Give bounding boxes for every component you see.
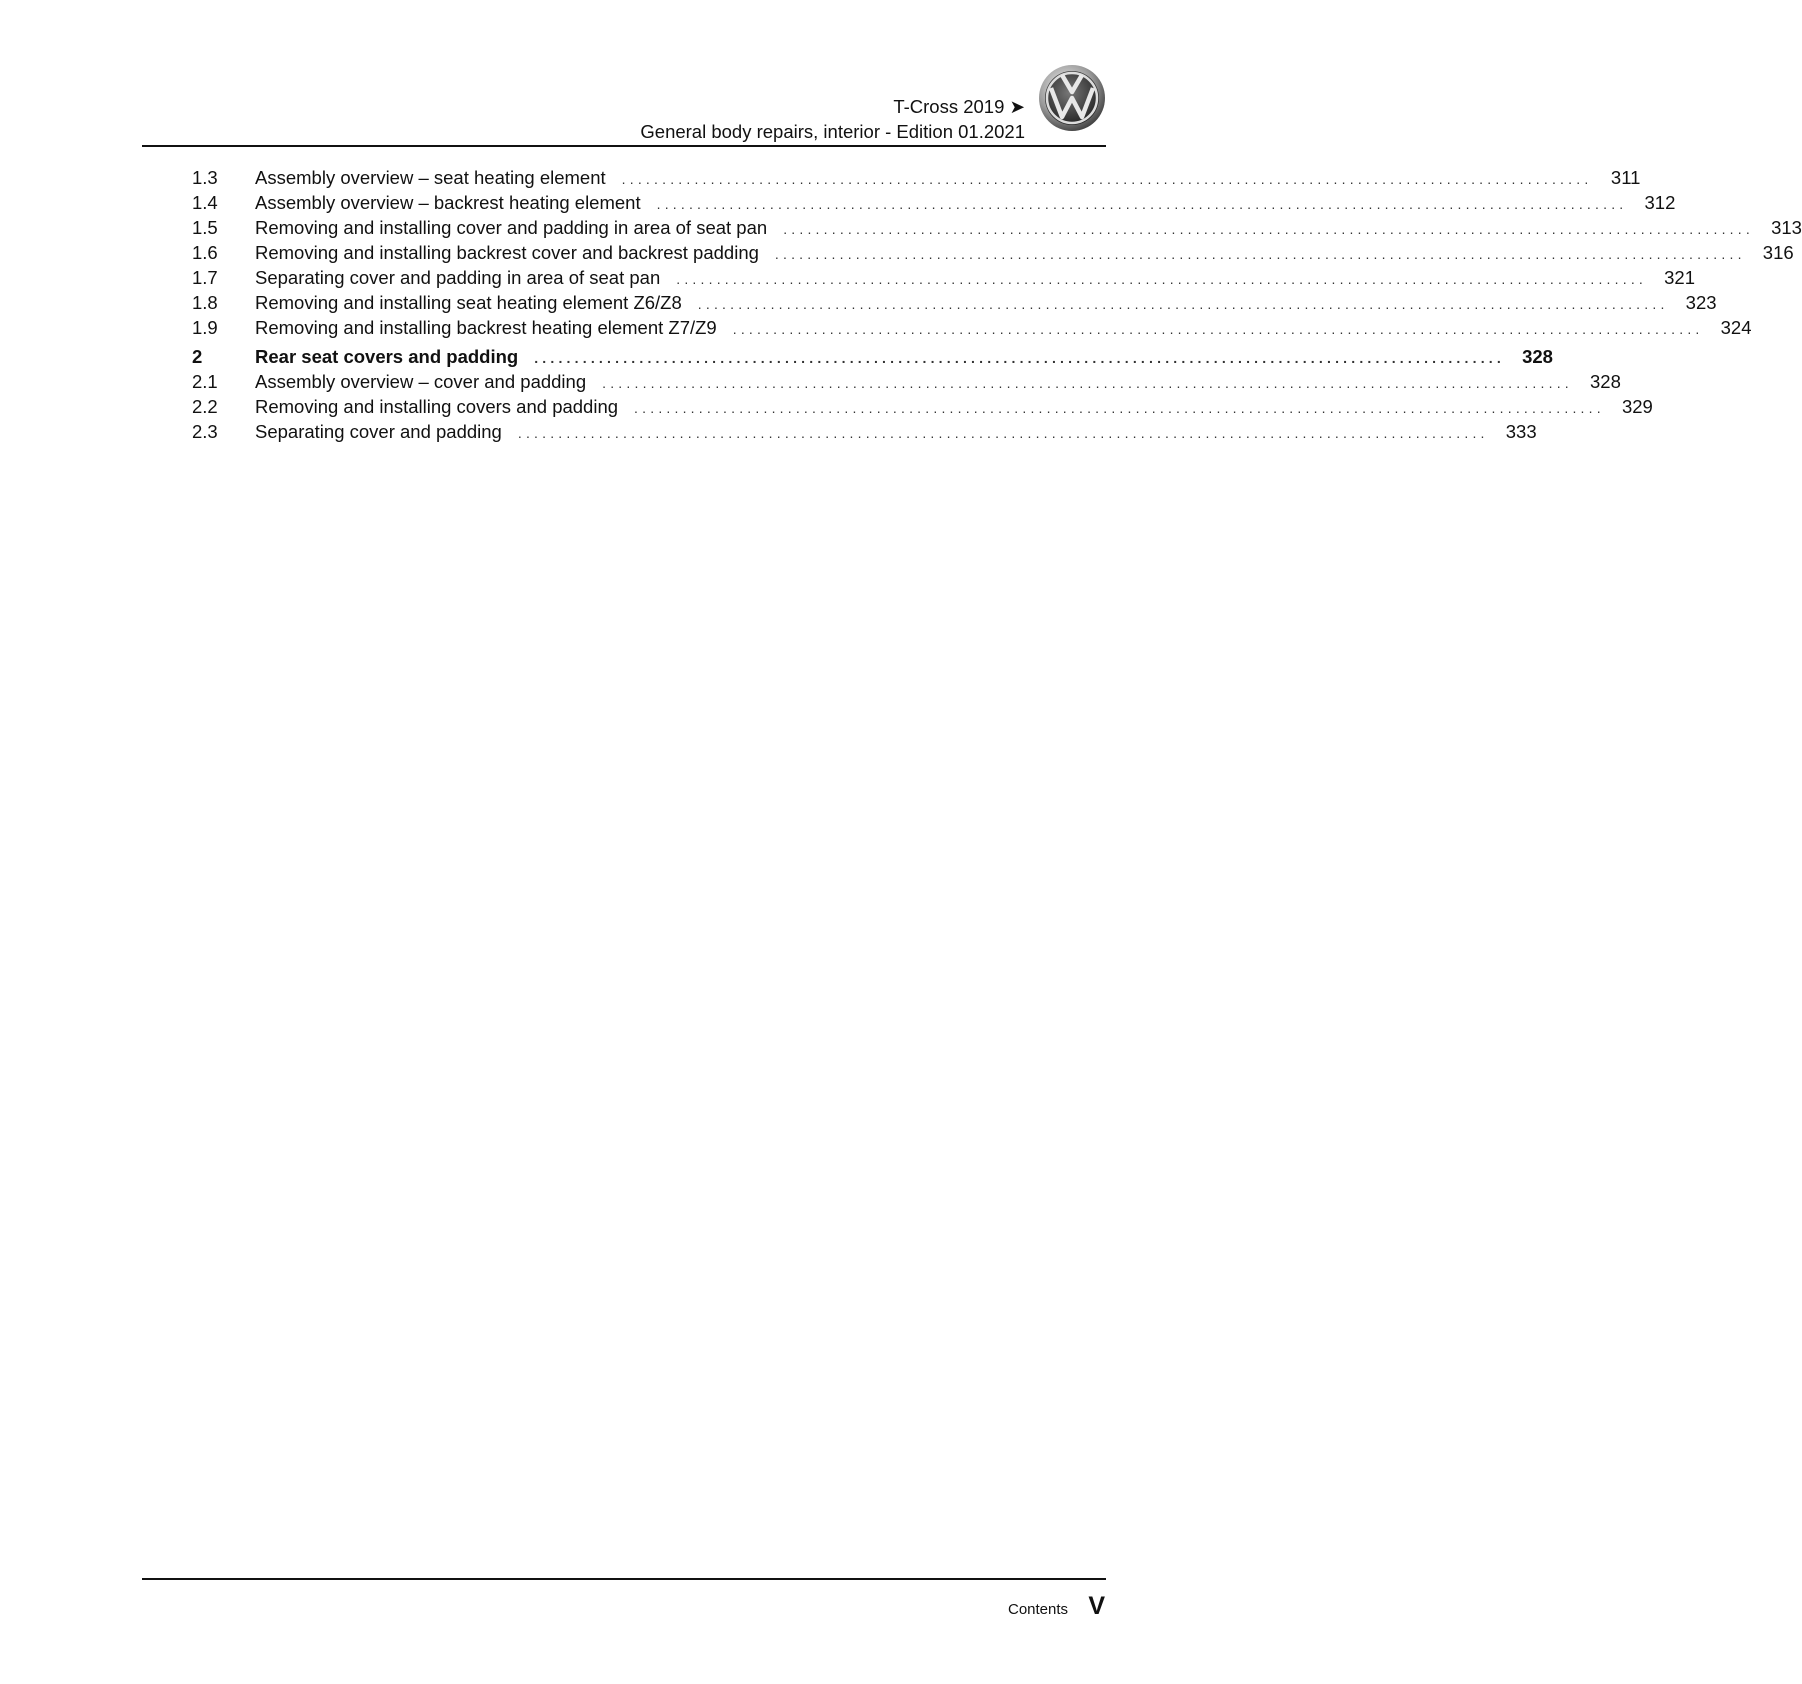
header-subtitle: General body repairs, interior - Edition 01.2021 (640, 121, 1025, 142)
toc-entry-number: 1.4 (192, 192, 218, 213)
toc-entry-page: 329 (1621, 396, 1653, 417)
toc-entry[interactable] (192, 369, 1621, 394)
vw-logo-icon (1038, 64, 1106, 132)
toc-entry-title: Removing and installing backrest heating element Z7/Z9 (255, 317, 717, 338)
toc-dot-leader: ........................................................................................................................ (517, 425, 1489, 441)
toc-entry[interactable] (192, 344, 1553, 369)
toc-entry[interactable] (192, 265, 1696, 290)
toc-dot-leader: ........................................................................................................................ (697, 296, 1669, 312)
toc-entry-page: 311 (1610, 167, 1641, 188)
toc-entry-page: 324 (1720, 317, 1752, 338)
toc-entry-number: 1.7 (192, 267, 218, 288)
toc-entry-number: 1.8 (192, 292, 218, 313)
toc-entry-title: Assembly overview – backrest heating element (255, 192, 641, 213)
toc-entry-number: 2.1 (192, 371, 218, 392)
toc-entry-number: 2.3 (192, 421, 218, 442)
toc-entry-page: 328 (1522, 346, 1553, 367)
toc-entry-title: Removing and installing seat heating element Z6/Z8 (255, 292, 682, 313)
toc-entry[interactable] (192, 315, 1752, 340)
toc-entry-page: 321 (1664, 267, 1696, 288)
toc-entry-title: Assembly overview – seat heating element (255, 167, 606, 188)
toc-entry-title: Removing and installing covers and padding (255, 396, 619, 417)
toc-entry-page: 313 (1771, 217, 1802, 238)
toc-entry-title: Rear seat covers and padding (255, 346, 519, 367)
toc-entry-number: 2.2 (192, 396, 218, 417)
toc-dot-leader: ........................................................................................................................ (602, 375, 1573, 391)
toc-entry-title: Removing and installing backrest cover and backrest padding (255, 242, 759, 263)
toc-entry-number: 1.3 (192, 167, 218, 188)
toc-entry-title: Separating cover and padding in area of seat pan (255, 267, 661, 288)
toc-entry[interactable] (192, 215, 1802, 240)
toc-dot-leader: ........................................................................................................................ (656, 196, 1628, 212)
toc-entry[interactable] (192, 290, 1717, 315)
footer-page-number: V (1088, 1592, 1105, 1620)
toc-entry[interactable] (192, 394, 1653, 419)
toc-dot-leader: ........................................................................................................................ (634, 400, 1605, 416)
toc-dot-leader: ........................................................................................................................ (534, 350, 1505, 366)
toc-entry-page: 328 (1590, 371, 1621, 392)
toc-entry-title: Separating cover and padding (255, 421, 502, 442)
table-of-contents (192, 165, 1802, 444)
toc-entry-number: 1.9 (192, 317, 218, 338)
footer-rule (142, 1578, 1106, 1580)
toc-entry[interactable] (192, 165, 1641, 190)
toc-dot-leader: ........................................................................................................................ (676, 271, 1648, 287)
toc-entry-page: 323 (1685, 292, 1717, 313)
toc-entry[interactable] (192, 419, 1537, 444)
toc-dot-leader: ........................................................................................................................ (783, 221, 1754, 237)
toc-entry-page: 333 (1505, 421, 1537, 442)
toc-entry-page: 316 (1762, 242, 1794, 263)
footer-label: Contents (1008, 1601, 1069, 1618)
toc-dot-leader: ........................................................................................................................ (621, 171, 1593, 187)
toc-entry-page: 312 (1644, 192, 1676, 213)
toc-entry-title: Assembly overview – cover and padding (255, 371, 587, 392)
toc-entry-number: 1.5 (192, 217, 218, 238)
toc-entry[interactable] (192, 190, 1676, 215)
toc-entry-number: 1.6 (192, 242, 218, 263)
toc-entry-title: Removing and installing cover and padding in area of seat pan (255, 217, 768, 238)
toc-entry[interactable] (192, 240, 1794, 265)
toc-dot-leader: ........................................................................................................................ (774, 246, 1746, 262)
toc-dot-leader: ........................................................................................................................ (732, 321, 1704, 337)
header-model: T-Cross 2019 ➤ (893, 96, 1025, 117)
header-rule (142, 145, 1106, 147)
toc-entry-number: 2 (192, 346, 203, 367)
